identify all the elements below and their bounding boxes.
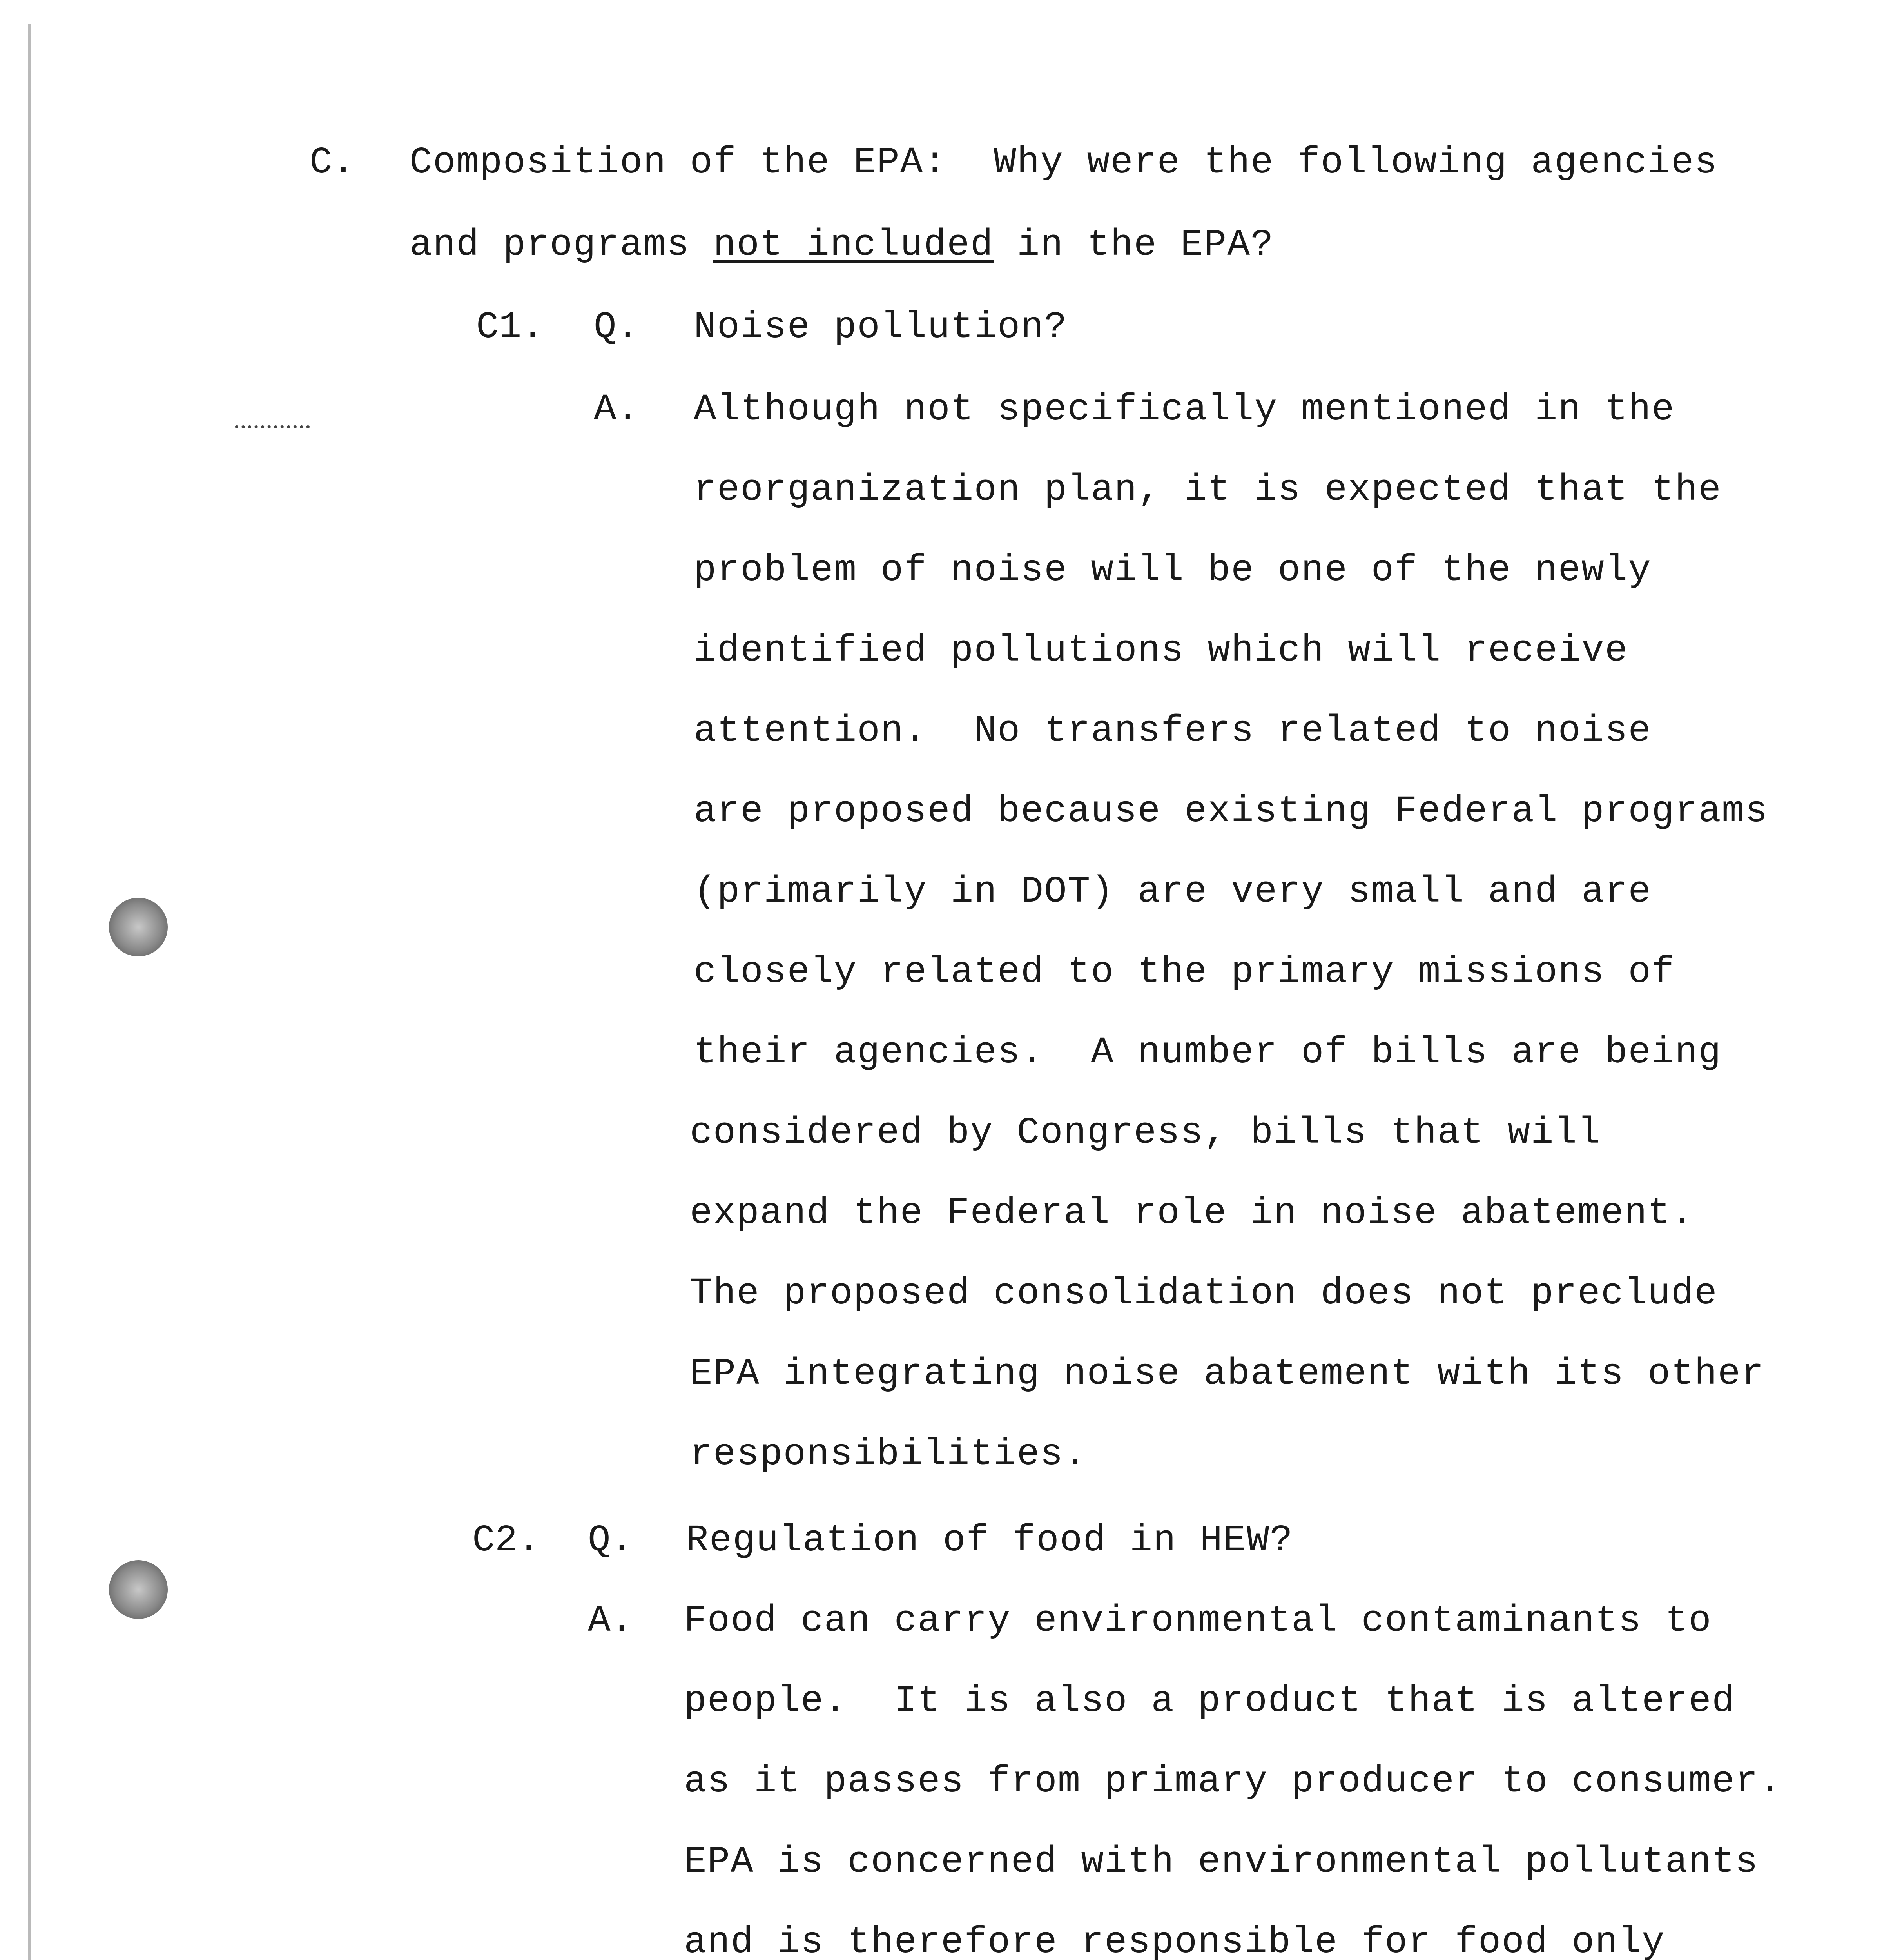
answer-line: are proposed because existing Federal programs — [694, 790, 1769, 833]
item-number-c2: C2. — [472, 1519, 540, 1562]
answer-label-c1: A. — [594, 388, 639, 431]
answer-line: attention. No transfers related to noise — [694, 710, 1652, 752]
answer-line: identified pollutions which will receive — [694, 629, 1628, 672]
scan-left-edge — [28, 24, 31, 1960]
heading-prefix: and programs — [410, 223, 713, 266]
punch-hole-bottom — [109, 1560, 168, 1619]
question-label-c2: Q. — [588, 1519, 633, 1562]
margin-pen-mark — [235, 421, 310, 428]
answer-line: people. It is also a product that is altered — [684, 1680, 1735, 1722]
answer-line: closely related to the primary missions of — [694, 951, 1675, 993]
answer-label-c2: A. — [588, 1599, 633, 1642]
section-label: C. — [310, 141, 355, 184]
question-text-c2: Regulation of food in HEW? — [686, 1519, 1293, 1562]
answer-line: EPA is concerned with environmental pollutants — [684, 1840, 1759, 1883]
punch-hole-top — [109, 898, 168, 956]
section-heading-line-1: Composition of the EPA: Why were the following agencies — [410, 141, 1718, 184]
question-text-c1: Noise pollution? — [694, 306, 1068, 348]
answer-line: Food can carry environmental contaminants to — [684, 1599, 1712, 1642]
answer-line: reorganization plan, it is expected that the — [694, 468, 1722, 511]
answer-line: expand the Federal role in noise abatement. — [690, 1192, 1695, 1234]
answer-line: and is therefore responsible for food only — [684, 1921, 1665, 1960]
heading-suffix: in the EPA? — [994, 223, 1274, 266]
answer-line: (primarily in DOT) are very small and are — [694, 870, 1652, 913]
answer-line: The proposed consolidation does not preclude — [690, 1272, 1718, 1315]
answer-line: Although not specifically mentioned in the — [694, 388, 1675, 431]
heading-underlined: not included — [713, 223, 994, 266]
answer-line: considered by Congress, bills that will — [690, 1111, 1601, 1154]
answer-line: responsibilities. — [690, 1433, 1087, 1475]
answer-line: EPA integrating noise abatement with its other — [690, 1352, 1765, 1395]
answer-line: their agencies. A number of bills are being — [694, 1031, 1722, 1074]
answer-line: problem of noise will be one of the newly — [694, 549, 1652, 592]
answer-line: as it passes from primary producer to consumer. — [684, 1760, 1782, 1803]
item-number-c1: C1. — [476, 306, 544, 348]
section-heading-line-2 — [410, 221, 1274, 269]
question-label-c1: Q. — [594, 306, 639, 348]
